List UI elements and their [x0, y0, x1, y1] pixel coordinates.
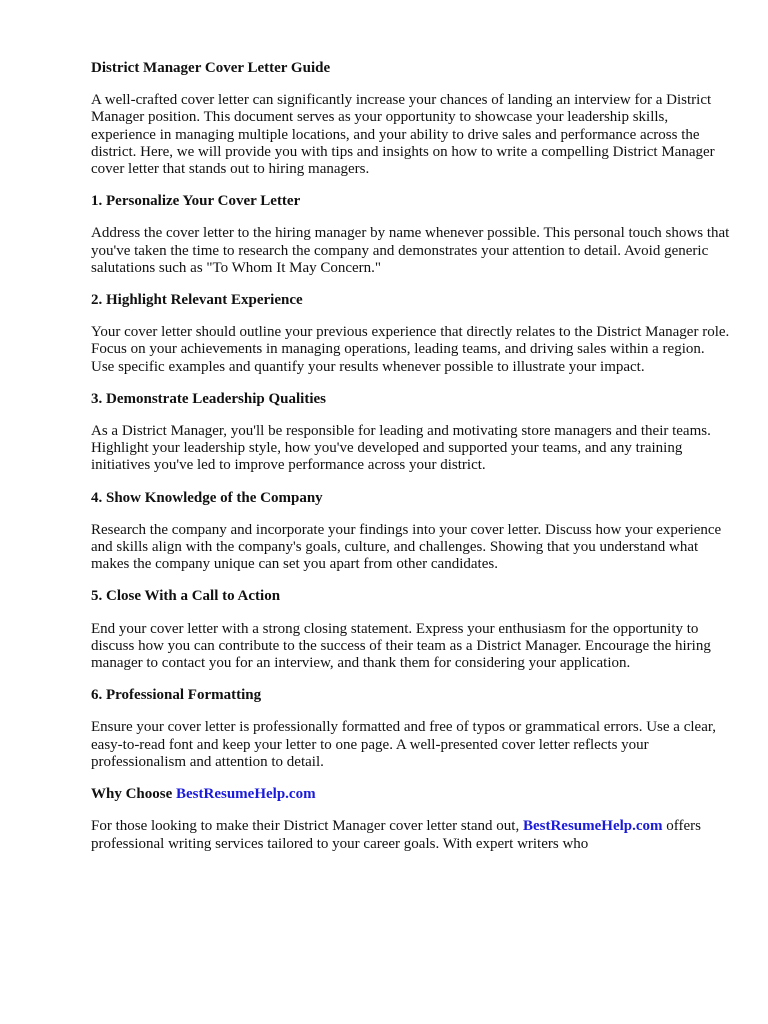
why-choose-heading	[91, 786, 731, 803]
section-body-company: Research the company and incorporate your findings into your cover letter. Discuss how your experience and skills align with the company's goals, culture, and challenges. Showing that you understand what makes the company unique can set you apart from other candidates.	[91, 521, 722, 573]
section-body-personalize: Address the cover letter to the hiring manager by name whenever possible. This personal touch shows that you've taken the time to research the company and demonstrates your attention to detail. Avoid generic salutations such as "To Whom It May Concern."	[91, 225, 730, 276]
why-choose-body-after: offers professional writing services tailored to your career goals. With expert writers who	[91, 818, 702, 852]
section-body-leadership: As a District Manager, you'll be responsible for leading and motivating store managers and their teams. Highlight your leadership style, how you've developed and supported your teams, and any training initiatives you've led to improve performance across your district.	[91, 423, 711, 474]
section-heading-formatting: 6. Professional Formatting	[91, 687, 262, 704]
why-choose-body	[91, 818, 731, 852]
section-heading-personalize: 1. Personalize Your Cover Letter	[91, 193, 301, 210]
intro-paragraph: A well-crafted cover letter can significantly increase your chances of landing an interview for a District Manager position. This document serves as your opportunity to showcase your leadership skills, experience in managing multiple locations, and your ability to drive sales and performance across the district. Here, we will provide you with tips and insights on how to write a compelling District Manager cover letter that stands out to hiring managers.	[91, 92, 715, 178]
section-heading-call-to-action: 5. Close With a Call to Action	[91, 588, 281, 605]
document-page	[91, 60, 731, 853]
bestresumehelp-heading-link[interactable]: BestResumeHelp.com	[176, 786, 316, 803]
section-heading-company: 4. Show Knowledge of the Company	[91, 489, 323, 506]
section-body-call-to-action: End your cover letter with a strong closing statement. Express your enthusiasm for the opportunity to discuss how you can contribute to the success of their team as a District Manager. Encourage the hiring manager to contact you for an interview, and thank them for considering your application.	[91, 620, 711, 672]
section-body-experience: Your cover letter should outline your previous experience that directly relates to the District Manager role. Focus on your achievements in managing operations, leading teams, and driving sales within a region. Use specific examples and quantify your results whenever possible to illustrate your impact.	[91, 324, 730, 375]
why-choose-prefix: Why Choose	[91, 786, 177, 803]
section-heading-experience: 2. Highlight Relevant Experience	[91, 292, 303, 309]
section-heading-leadership: 3. Demonstrate Leadership Qualities	[91, 390, 326, 407]
document-title: District Manager Cover Letter Guide	[91, 60, 331, 76]
why-choose-body-before: For those looking to make their District Manager cover letter stand out,	[91, 818, 523, 835]
section-body-formatting: Ensure your cover letter is professionally formatted and free of typos or grammatical errors. Use a clear, easy-to-read font and keep your letter to one page. A well-presented cover letter reflects your professionalism and attention to detail.	[91, 719, 716, 770]
bestresumehelp-body-link[interactable]: BestResumeHelp.com	[522, 818, 663, 835]
